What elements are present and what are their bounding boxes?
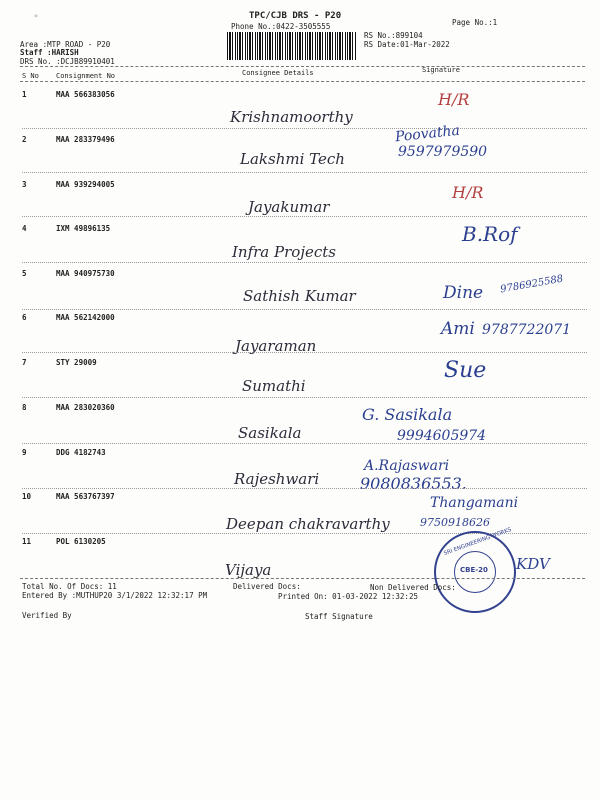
row-signature-line <box>22 309 587 310</box>
consignment-number: MAA 566383056 <box>56 90 115 99</box>
row-number: 10 <box>22 492 32 501</box>
row-signature-line <box>22 262 587 263</box>
row-number: 6 <box>22 313 27 322</box>
consignee-name: Sathish Kumar <box>243 287 356 305</box>
consignment-number: MAA 283379496 <box>56 135 115 144</box>
consignee-name: Vijaya <box>225 561 272 579</box>
column-divider <box>20 81 585 82</box>
row-number: 5 <box>22 269 27 278</box>
row-signature-line <box>22 128 587 129</box>
consignment-number: MAA 562142000 <box>56 313 115 322</box>
row-signature-line <box>22 172 587 173</box>
verified-by: Verified By <box>22 611 72 620</box>
delivered-docs: Delivered Docs: <box>233 582 301 591</box>
rs-date: RS Date:01-Mar-2022 <box>364 40 450 49</box>
consignment-number: MAA 283020360 <box>56 403 115 412</box>
row-signature-line <box>22 352 587 353</box>
signature: G. Sasikala <box>362 405 453 424</box>
column-consignment: Consignment No <box>56 72 116 80</box>
consignee-name: Lakshmi Tech <box>240 150 345 168</box>
column-consignee: Consignee Details <box>242 69 314 77</box>
phone-number: Phone No.:0422-3505555 <box>231 22 331 31</box>
row-signature-line <box>22 443 587 444</box>
column-signature: Signature <box>422 66 460 74</box>
row-number: 9 <box>22 448 27 457</box>
consignment-number: STY 29009 <box>56 358 97 367</box>
consignee-name: Krishnamoorthy <box>230 108 353 126</box>
signature: B.Rof <box>462 222 518 246</box>
company-stamp <box>434 526 516 613</box>
consignee-name: Sumathi <box>242 377 306 395</box>
signature: A.Rajaswari <box>364 458 450 474</box>
non-delivered-docs: Non Delivered Docs: <box>370 583 456 592</box>
consignee-name: Rajeshwari <box>234 470 320 488</box>
stamp-center-text: CBE-20 <box>460 566 488 574</box>
consignment-number: MAA 939294005 <box>56 180 115 189</box>
signature-phone: 9750918626 <box>420 516 490 529</box>
signature: Thangamani <box>430 495 519 511</box>
signature: H/R <box>452 183 484 202</box>
row-number: 7 <box>22 358 27 367</box>
printed-on: Printed On: 01-03-2022 12:32:25 <box>278 592 418 601</box>
drs-number: DRS No. :DCJB89910401 <box>20 57 115 66</box>
header-divider <box>20 66 585 67</box>
stamp-ring-text: SRI ENGINEERING WORKS <box>443 526 513 558</box>
column-sno: S No <box>22 72 39 80</box>
page-number: Page No.:1 <box>452 18 498 27</box>
signature: Poovatha <box>394 122 461 146</box>
total-docs: Total No. Of Docs: 11 <box>22 582 117 591</box>
consignee-name: Jayaraman <box>235 337 317 355</box>
barcode <box>227 32 357 60</box>
row-signature-line <box>22 216 587 217</box>
rs-number: RS No.:899104 <box>364 31 423 40</box>
row-number: 4 <box>22 224 27 233</box>
corner-mark: « <box>34 12 39 20</box>
consignee-name: Sasikala <box>238 424 302 442</box>
area-label: Area :MTP ROAD - P20 <box>20 40 111 49</box>
row-signature-line <box>22 397 587 398</box>
row-number: 8 <box>22 403 27 412</box>
row-number: 3 <box>22 180 27 189</box>
signature-phone: 9994605974 <box>397 428 487 444</box>
signature: Dine <box>443 283 484 303</box>
staff-label: Staff :HARISH <box>20 48 79 57</box>
consignee-name: Deepan chakravarthy <box>226 515 390 533</box>
consignment-number: POL 6130205 <box>56 537 106 546</box>
signature-phone: 9080836553. <box>360 474 467 493</box>
consignee-name: Jayakumar <box>248 198 330 216</box>
consignment-number: MAA 940975730 <box>56 269 115 278</box>
signature: KDV <box>516 555 550 573</box>
signature: Ami <box>441 319 475 339</box>
row-number: 11 <box>22 537 32 546</box>
staff-signature: Staff Signature <box>305 612 373 621</box>
entered-by: Entered By :MUTHUP20 3/1/2022 12:32:17 PM <box>22 591 208 600</box>
consignment-number: DDG 4182743 <box>56 448 106 457</box>
signature: Sue <box>444 358 487 383</box>
signature: H/R <box>438 90 470 109</box>
document-title: TPC/CJB DRS - P20 <box>249 11 342 21</box>
consignment-number: MAA 563767397 <box>56 492 115 501</box>
row-signature-line <box>22 488 587 489</box>
signature-phone: 9597979590 <box>398 144 488 160</box>
footer-divider <box>20 578 585 579</box>
row-number: 2 <box>22 135 27 144</box>
consignee-name: Infra Projects <box>232 243 336 261</box>
signature-phone: 9787722071 <box>482 322 572 338</box>
row-number: 1 <box>22 90 27 99</box>
signature-phone: 9786925588 <box>499 273 565 296</box>
consignment-number: IXM 49896135 <box>56 224 111 233</box>
